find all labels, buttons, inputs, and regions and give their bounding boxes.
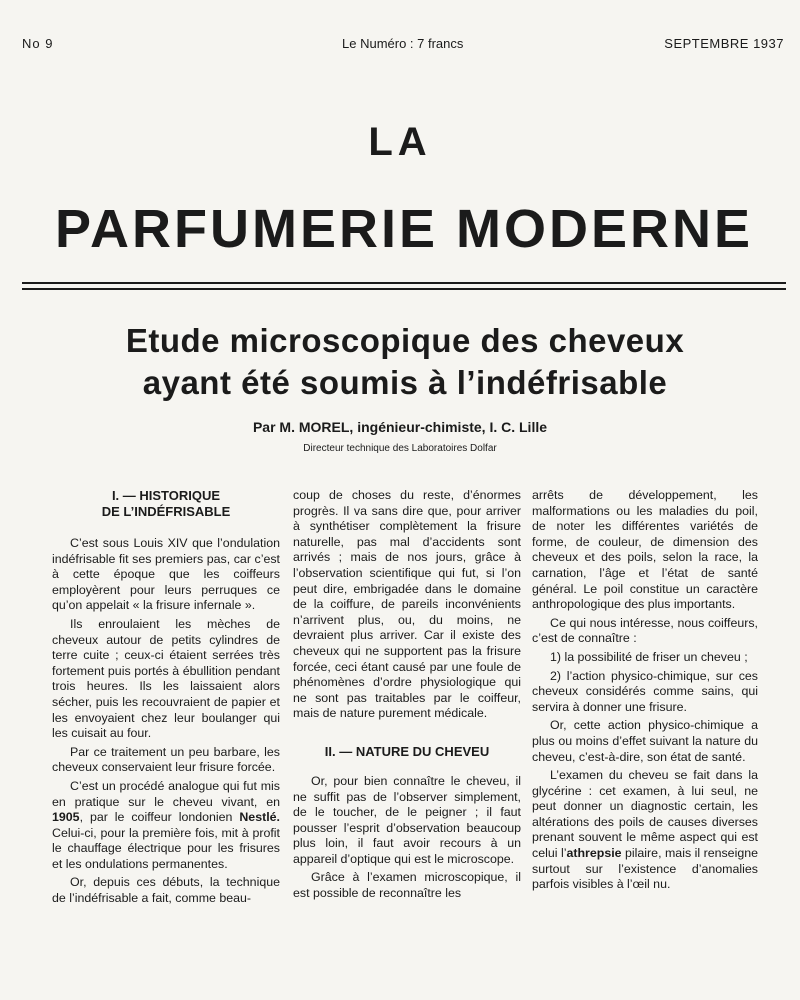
paragraph: Or, pour bien connaître le cheveu, il ne suffit pas de l’observer simplement, de le toucher, de le peigner ; il faut pousser l’esprit d’observation beaucoup plus loin, il faut avoir recours à un appareil d’optique qui est le microscope. bbox=[293, 773, 521, 866]
article-column-3 bbox=[532, 488, 758, 896]
paragraph-continued: Or, depuis ces débuts, la technique de l’indéfrisable a fait, comme beau- bbox=[52, 875, 280, 906]
page-header bbox=[22, 36, 784, 56]
paragraph-continued: Grâce à l’examen microscopique, il est possible de reconnaître les bbox=[293, 870, 521, 901]
year-emphasis: 1905 bbox=[52, 810, 80, 825]
section-1-heading-line1: I. — HISTORIQUE bbox=[111, 488, 221, 503]
text-run: L’examen du cheveu se fait dans la glycérine : cet examen, à lui seul, ne peut donner un diagnostic certain, les altérations des poils de causes diverses prenant souvent le même aspect qui est celui l’ bbox=[532, 768, 758, 861]
paragraph-continuation: coup de choses du reste, d’énormes progrès. Il va sans dire que, pour arriver à synthétiser complètement la frisure naturelle, pas mal d’accidents sont arrivés ; mais de nos jours, grâce à l’observation scientifique qui fut, si l’on peut dire, embrigadée dans le domaine de la coiffure, de pareils inconvénients n’arrivent plus, ou, du moins, ne devraient plus arriver. Car il existe des cheveux qui ne supportent pas la frisure forcée, ceci étant causé par une foule de phénomènes d’ordre physiologique qui ne sont pas traitables par le coiffeur, mais de nature purement médicale. bbox=[293, 488, 521, 721]
issue-price: Le Numéro : 7 francs bbox=[342, 36, 464, 51]
article-column-1 bbox=[52, 488, 280, 910]
text-run: Celui-ci, pour la première fois, mit à profit le chauffage électrique pour les frisures et les ondulations permanentes. bbox=[52, 825, 280, 871]
paragraph-continuation: arrêts de développement, les malformations ou les maladies du poil, de noter les différentes variétés de forme, de couleur, de dimension des cheveux et des poils, selon la race, la carnation, l’âge et l’état de santé général. Le poil constitue un caractère anthropologique des plus importants. bbox=[532, 488, 758, 612]
issue-date: SEPTEMBRE 1937 bbox=[664, 36, 784, 51]
text-run: , par le coiffeur londonien bbox=[79, 810, 240, 825]
text-run: C’est un procédé analogue qui fut mis en pratique sur le cheveu vivant, en bbox=[52, 778, 280, 809]
list-item: 2) l’action physico-chimique, sur ces cheveux considérés comme sains, qui servira à donner une frisure. bbox=[532, 668, 758, 714]
paragraph: Ils enroulaient les mèches de cheveux autour de petits cylindres de terre cuite ; ceux-ci étaient serrées très fortement puis portés à ébullition pendant trois heures. Ils les laissaient alors sécher, puis les recouvraient de papier et les envoyaient chez leur boulanger qui les cuisait au four. bbox=[52, 616, 280, 741]
article-column-2 bbox=[293, 488, 521, 905]
article-title-line1: Etude microscopique des cheveux bbox=[125, 322, 685, 359]
section-1-heading-line2: DE L’INDÉFRISABLE bbox=[101, 504, 231, 519]
term-emphasis: athrepsie bbox=[566, 846, 622, 861]
article-title bbox=[40, 320, 770, 404]
masthead-line1: LA bbox=[368, 120, 432, 164]
masthead-rule-top bbox=[22, 282, 786, 284]
paragraph: C’est sous Louis XIV que l’ondulation indéfrisable fit ses premiers pas, car c’est à cette époque que les coiffeurs employèrent pour leurs perruques ce qu’on appelait « la frisure infernale ». bbox=[52, 536, 280, 613]
list-item: 1) la possibilité de friser un cheveu ; bbox=[550, 649, 748, 664]
section-2-heading: II. — NATURE DU CHEVEU bbox=[324, 743, 490, 759]
masthead-title: PARFUMERIE MODERNE bbox=[54, 199, 754, 259]
paragraph: Par ce traitement un peu barbare, les cheveux conservaient leur frisure forcée. bbox=[52, 744, 280, 775]
article-affiliation: Directeur technique des Laboratoires Dolfar bbox=[303, 443, 497, 454]
paragraph: Ce qui nous intéresse, nous coiffeurs, c’est de connaître : bbox=[532, 615, 758, 646]
masthead-rule-bottom bbox=[22, 288, 786, 290]
article-byline: Par M. MOREL, ingénieur-chimiste, I. C. Lille bbox=[252, 419, 548, 435]
paragraph bbox=[52, 779, 280, 873]
text-run: pilaire, mais il renseigne surtout sur l’existence d’anomalies parfois visibles à l’œil nu. bbox=[532, 846, 758, 892]
issue-number: No 9 bbox=[22, 36, 54, 51]
name-emphasis: Nestlé. bbox=[239, 810, 280, 825]
section-1-heading bbox=[52, 488, 280, 520]
article-title-line2: ayant été soumis à l’indéfrisable bbox=[142, 364, 668, 401]
paragraph bbox=[532, 768, 758, 893]
paragraph: Or, cette action physico-chimique a plus ou moins d’effet suivant la nature du cheveu, c’est-à-dire, son état de santé. bbox=[532, 718, 758, 764]
